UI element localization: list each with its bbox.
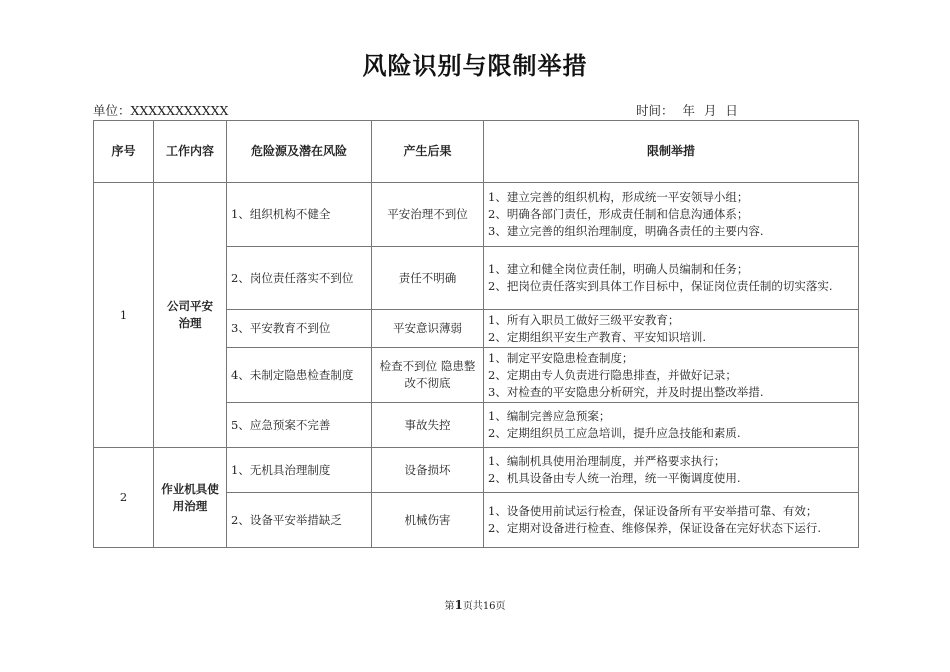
measure-line: 2、把岗位责任落实到具体工作目标中，保证岗位责任制的切实落实.	[488, 279, 833, 293]
footer-page-number: 1	[454, 598, 463, 612]
table-header-row	[94, 121, 859, 183]
measures-cell	[484, 403, 859, 448]
measure-line: 1、编制完善应急预案；	[488, 409, 611, 423]
measure-line: 1、所有入职员工做好三级平安教育；	[488, 312, 680, 327]
measures-cell	[484, 448, 859, 493]
measure-line: 2、明确各部门责任，形成责任制和信息沟通体系；	[488, 207, 749, 221]
hazard-cell: 2、设备平安举措缺乏	[227, 493, 372, 548]
group-content	[154, 448, 227, 548]
measure-line: 2、定期对设备进行检查、维修保养，保证设备在完好状态下运行.	[488, 521, 821, 535]
consequence-cell: 检查不到位 隐患整改不彻底	[372, 348, 484, 403]
header-consequence: 产生后果	[372, 121, 484, 183]
measure-line: 3、对检查的平安隐患分析研究，并及时提出整改举措.	[488, 384, 764, 399]
header-hazard: 危险源及潜在风险	[227, 121, 372, 183]
group-content	[154, 183, 227, 448]
hazard-cell: 1、无机具治理制度	[227, 448, 372, 493]
hazard-cell: 2、岗位责任落实不到位	[227, 247, 372, 310]
risk-table	[93, 120, 859, 548]
table-row	[94, 183, 859, 247]
consequence-cell: 机械伤害	[372, 493, 484, 548]
measure-line: 3、建立完善的组织治理制度，明确各责任的主要内容.	[488, 224, 764, 238]
measure-line: 1、制定平安隐患检查制度；	[488, 350, 634, 365]
measure-line: 2、定期由专人负责进行隐患排查，并做好记录；	[488, 367, 737, 382]
group-no: 2	[94, 448, 154, 548]
measure-line: 2、机具设备由专人统一治理，统一平衡调度使用.	[488, 471, 741, 485]
hazard-cell: 4、未制定隐患检查制度	[227, 348, 372, 403]
hazard-cell: 5、应急预案不完善	[227, 403, 372, 448]
group-content-line: 用治理	[172, 498, 208, 513]
measures-cell	[484, 493, 859, 548]
measure-line: 1、建立和健全岗位责任制，明确人员编制和任务；	[488, 262, 749, 276]
time-label: 时间： 年 月 日	[636, 103, 738, 118]
footer-pre: 第	[444, 601, 455, 612]
footer-mid: 页共	[462, 601, 483, 612]
header-no: 序号	[94, 121, 154, 183]
measure-line: 2、定期组织平安生产教育、平安知识培训.	[488, 329, 706, 344]
group-no: 1	[94, 183, 154, 448]
group-content-line: 作业机具使	[161, 481, 219, 496]
consequence-cell: 平安意识薄弱	[372, 310, 484, 348]
measures-cell	[484, 348, 859, 403]
group-content-line: 治理	[178, 316, 202, 330]
table-row	[94, 448, 859, 493]
footer-total-pages: 16	[482, 601, 496, 612]
consequence-cell: 事故失控	[372, 403, 484, 448]
measures-cell	[484, 183, 859, 247]
consequence-cell: 平安治理不到位	[372, 183, 484, 247]
unit-label: 单位：XXXXXXXXXXX	[93, 103, 229, 118]
document-title: 风险识别与限制举措	[362, 51, 588, 80]
hazard-cell: 3、平安教育不到位	[227, 310, 372, 348]
hazard-cell: 1、组织机构不健全	[227, 183, 372, 247]
measure-line: 1、建立完善的组织机构，形成统一平安领导小组；	[488, 190, 749, 204]
page-footer	[0, 597, 950, 612]
measure-line: 2、定期组织员工应急培训，提升应急技能和素质.	[488, 426, 741, 440]
header-measures: 限制举措	[484, 121, 859, 183]
header-content: 工作内容	[154, 121, 227, 183]
group-content-line: 公司平安	[167, 299, 213, 313]
consequence-cell: 责任不明确	[372, 247, 484, 310]
measures-cell	[484, 247, 859, 310]
measure-line: 1、设备使用前试运行检查，保证设备所有平安举措可靠、有效；	[488, 504, 818, 518]
footer-post: 页	[495, 601, 506, 612]
measure-line: 1、编制机具使用治理制度，并严格要求执行；	[488, 454, 726, 468]
consequence-cell: 设备损坏	[372, 448, 484, 493]
measures-cell	[484, 310, 859, 348]
